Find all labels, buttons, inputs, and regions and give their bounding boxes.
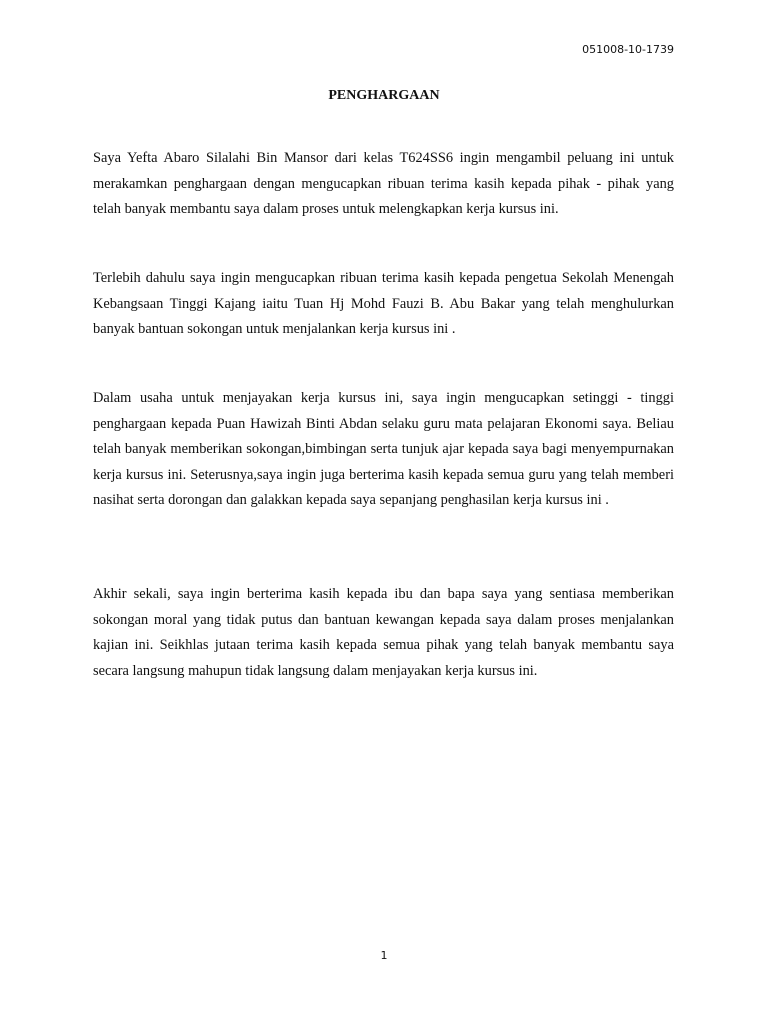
paragraph-4: Akhir sekali, saya ingin berterima kasih kepada ibu dan bapa saya yang sentiasa memberikan sokongan moral yang tidak putus dan bantuan kewangan kepada saya dalam proses menjalankan kajian ini. Seikhlas jutaan terima kasih kepada semua pihak yang telah banyak membantu saya secara langsung mahupun tidak langsung dalam menjayakan kerja kursus ini. <box>93 586 674 679</box>
page-number: 1 <box>380 949 388 962</box>
document-id: 051008-10-1739 <box>582 43 674 56</box>
page-title: PENGHARGAAN <box>328 88 440 103</box>
paragraph-3: Dalam usaha untuk menjayakan kerja kursus ini, saya ingin mengucapkan setinggi - tinggi penghargaan kepada Puan Hawizah Binti Abdan selaku guru mata pelajaran Ekonomi saya. Beliau telah banyak memberikan sokongan,bimbingan serta tunjuk ajar kepada saya bagi menyempurnakan kerja kursus ini. Seterusnya,saya ingin juga berterima kasih kepada semua guru yang telah memberi nasihat serta dorongan dan galakkan kepada saya sepanjang penghasilan kerja kursus ini . <box>93 390 674 508</box>
paragraph-2: Terlebih dahulu saya ingin mengucapkan ribuan terima kasih kepada pengetua Sekolah Menengah Kebangsaan Tinggi Kajang iaitu Tuan Hj Mohd Fauzi B. Abu Bakar yang telah menghulurkan banyak bantuan sokongan untuk menjalankan kerja kursus ini . <box>93 270 674 337</box>
paragraph-1: Saya Yefta Abaro Silalahi Bin Mansor dari kelas T624SS6 ingin mengambil peluang ini untuk merakamkan penghargaan dengan mengucapkan ribuan terima kasih kepada pihak - pihak yang telah banyak membantu saya dalam proses untuk melengkapkan kerja kursus ini. <box>93 150 674 217</box>
